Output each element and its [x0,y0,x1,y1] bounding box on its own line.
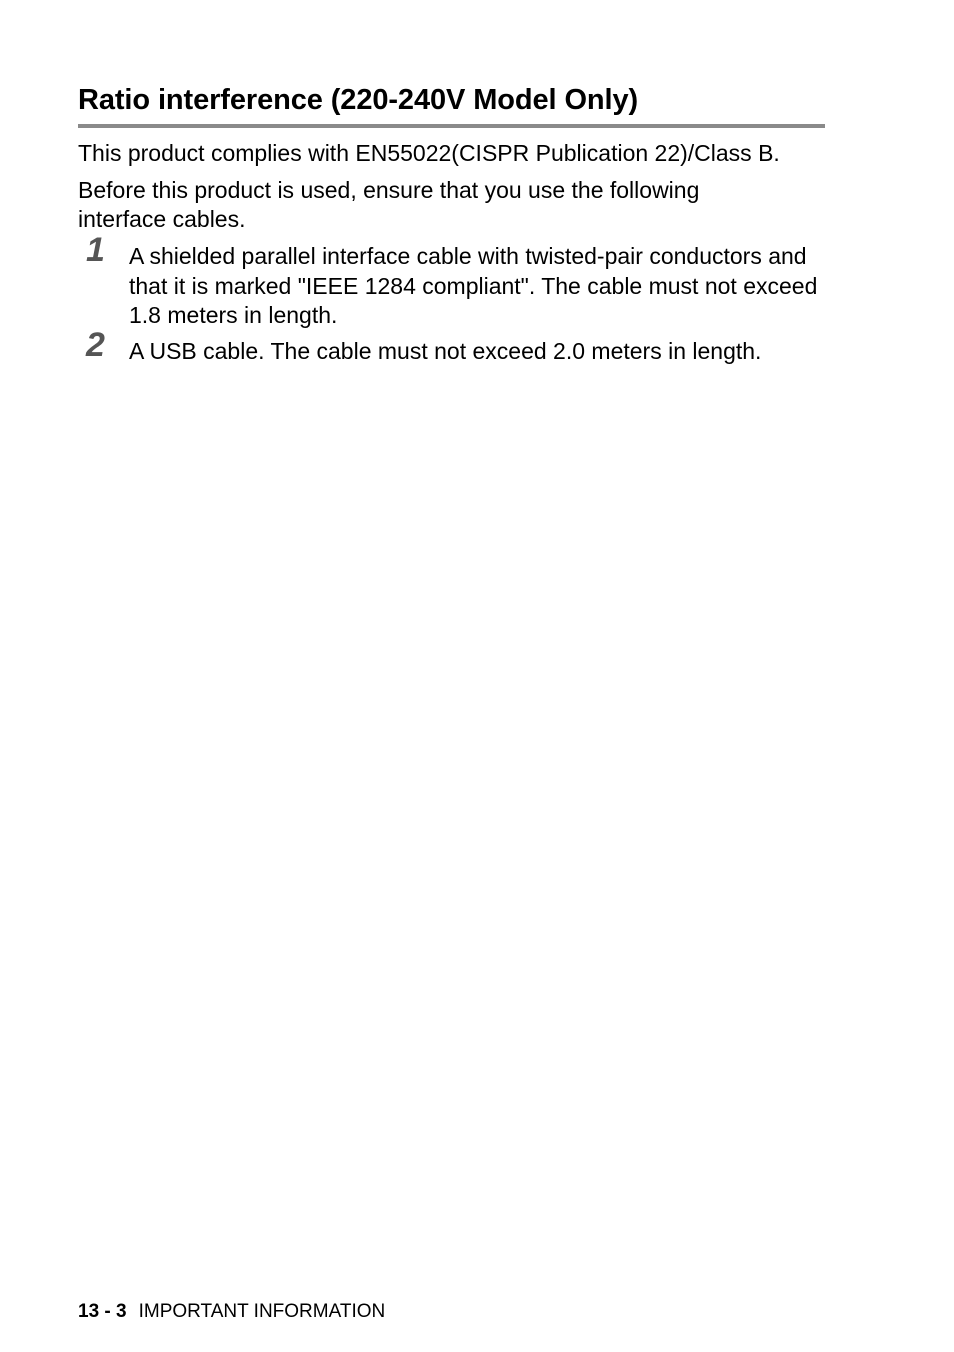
step-text: A shielded parallel interface cable with twisted-pair conductors and that it is marked "IEEE 1284 compliant". The cable must not exceed 1.8 meters in length. [129,243,818,328]
page-number: 13 - 3 [78,1301,127,1322]
page-footer [78,1300,385,1324]
compliance-paragraph: This product complies with EN55022(CISPR Publication 22)/Class B. [78,140,780,166]
step-number: 1 [86,231,105,269]
footer-section-name: IMPORTANT INFORMATION [138,1301,386,1322]
cables-intro-paragraph: Before this product is used, ensure that you use the following interface cables. [78,177,700,232]
title-underline [78,124,825,128]
step-number: 2 [86,326,105,364]
section-title: Ratio interference (220-240V Model Only) [78,84,639,116]
step-text: A USB cable. The cable must not exceed 2.0 meters in length. [129,338,762,364]
